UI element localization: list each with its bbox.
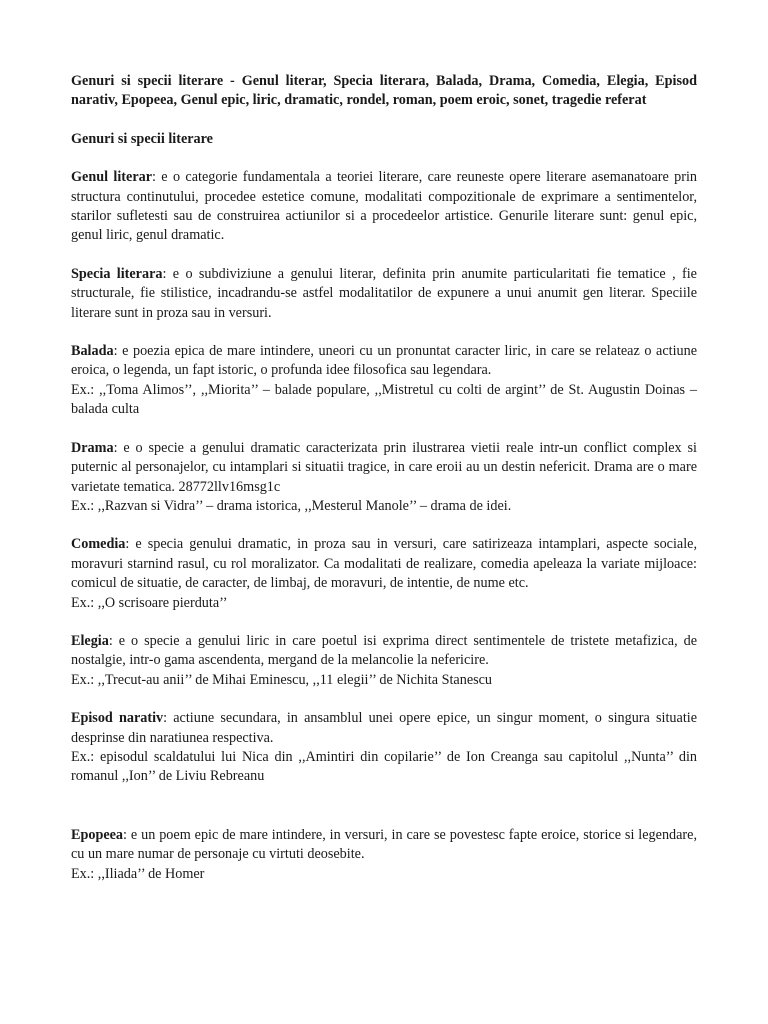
entry-example: Ex.: episodul scaldatului lui Nica din ,,Amintiri din copilarie’’ de Ion Creanga sau capitolul ,,Nunta’’ din romanul ,,Ion’’ de Liviu Rebreanu xyxy=(71,748,697,785)
entry-definition-text: : e un poem epic de mare intindere, in versuri, in care se povestesc fapte eroice, storice si legendare, cu un mare numar de personaje cu virtuti deosebite. xyxy=(71,826,697,863)
entry-term: Elegia xyxy=(71,632,109,649)
document-page xyxy=(71,72,697,903)
entry-definition xyxy=(71,342,697,381)
entry-term: Genul literar xyxy=(71,169,153,186)
entry-term: Epopeea xyxy=(71,826,124,843)
entry-definition-text: : e specia genului dramatic, in proza sau in versuri, care satirizeaza intamplari, aspecte sociale, moravuri starnind rasul, cu rol moralizator. Ca modalitati de realizare, comedia apeleaza la variate mijloace: comicul de situatie, de caracter, de limbaj, de moravuri, de intentie, de nume etc. xyxy=(71,536,697,592)
entry-elegia xyxy=(71,632,697,690)
entry-definition xyxy=(71,632,697,671)
entry-example: Ex.: ,,O scrisoare pierduta’’ xyxy=(71,594,228,611)
entry-epopeea xyxy=(71,826,697,884)
section-heading: Genuri si specii literare xyxy=(71,130,213,147)
entry-definition-text: : e o specie a genului liric in care poetul isi exprima direct sentimentele de tristete metafizica, de nostalgie, intr-o gama ascendenta, mergand de la melancolie la nefericire. xyxy=(71,632,697,669)
entry-definition xyxy=(71,265,697,323)
entry-balada xyxy=(71,342,697,420)
entry-specia-literara xyxy=(71,265,697,323)
entry-definition xyxy=(71,439,697,497)
entry-example: Ex.: ,,Razvan si Vidra’’ – drama istorica, ,,Mesterul Manole’’ – drama de idei. xyxy=(71,497,512,514)
entry-definition-text: : e o specie a genului dramatic caracterizata prin ilustrarea vietii reale intr-un conflict complex si puternic al personajelor, cu intamplari si situatii tragice, in care eroii au un destin nefericit. Drama are o mare varietate tematica. 28772llv16msg1c xyxy=(71,439,697,495)
entry-definition xyxy=(71,168,697,246)
entry-term: Comedia xyxy=(71,536,126,553)
entry-term: Specia literara xyxy=(71,265,163,282)
entry-term: Drama xyxy=(71,439,114,456)
entry-definition xyxy=(71,535,697,593)
entry-comedia xyxy=(71,535,697,613)
entry-definition-text: : actiune secundara, in ansamblul unei opere epice, un singur moment, o singura situatie desprinse din naratiunea respectiva. xyxy=(71,710,697,746)
entry-definition xyxy=(71,826,697,865)
entry-example: Ex.: ,,Trecut-au anii’’ de Mihai Eminescu, ,,11 elegii’’ de Nichita Stanescu xyxy=(71,671,493,688)
entry-term: Episod narativ xyxy=(71,710,164,727)
entry-drama xyxy=(71,439,697,517)
entry-definition-text: : e poezia epica de mare intindere, uneori cu un pronuntat caracter liric, in care se relateaz o actiune eroica, o legenda, un fapt istoric, o profunda idee filosofica sau legendara. xyxy=(71,343,697,379)
document-title: Genuri si specii literare - Genul literar, Specia literara, Balada, Drama, Comedia, Elegia, Episod narativ, Epopeea, Genul epic, liric, dramatic, rondel, roman, poem eroic, sonet, tragedie referat xyxy=(71,73,697,109)
entry-term: Balada xyxy=(71,343,114,360)
entry-definition-text: : e o categorie fundamentala a teoriei literare, care reuneste opere literare asemanatoare prin structura continutului, procedee estetice comune, modalitati compozitionale de exprimare a sentimentelor, starilor sufletesti sau de construirea actiunilor si a procedeelor artistice. Genurile literare sunt: genul epic, genul liric, genul dramatic. xyxy=(71,169,698,244)
entry-genul-literar xyxy=(71,168,697,246)
entry-example: Ex.: ,,Toma Alimos’’, ,,Miorita’’ – balade populare, ,,Mistretul cu colti de argint’’ de St. Augustin Doinas – balada culta xyxy=(71,381,697,418)
entry-example: Ex.: ,,Iliada’’ de Homer xyxy=(71,865,205,882)
entry-episod-narativ xyxy=(71,709,697,787)
entry-definition xyxy=(71,709,697,748)
entry-definition-text: : e o subdiviziune a genului literar, definita prin anumite particularitati fie tematice , fie structurale, fie stilistice, incadrandu-se astfel modalitatilor de expunere a unui anumit gen literar. Speciile literare sunt in proza sau in versuri. xyxy=(71,265,697,321)
